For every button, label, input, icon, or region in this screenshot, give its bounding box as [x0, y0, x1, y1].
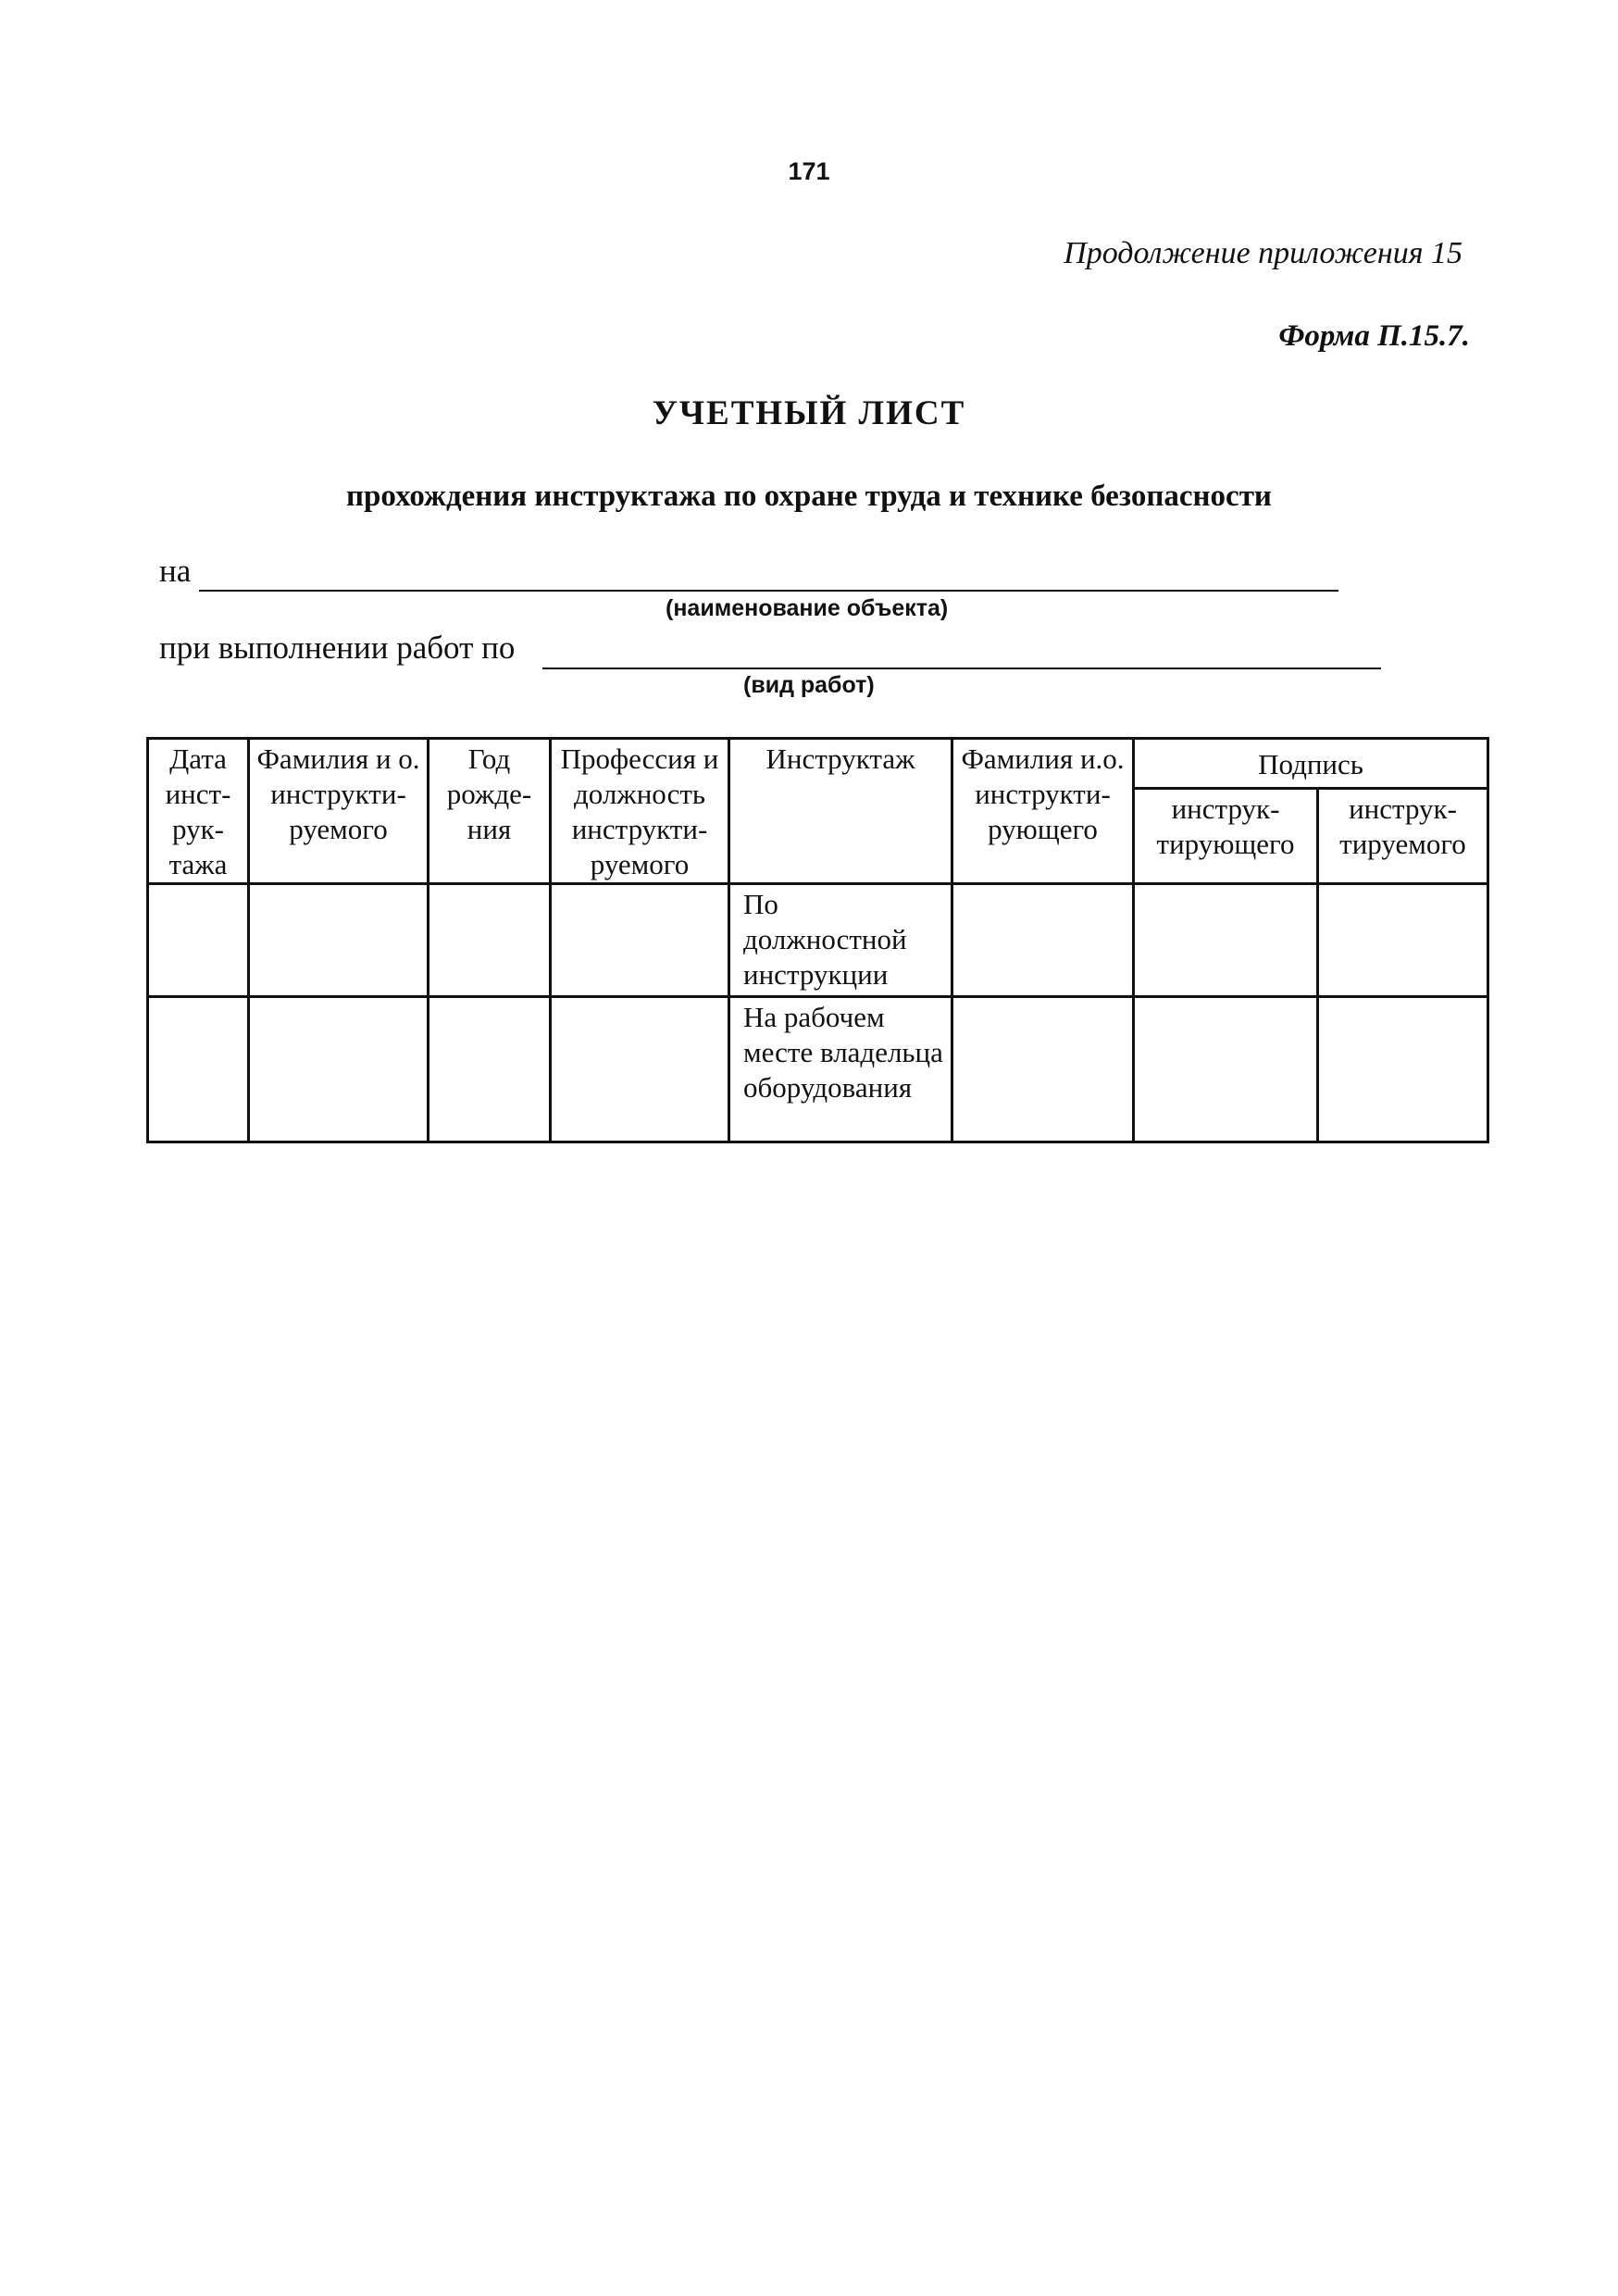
header-briefing: Инструктаж: [729, 739, 952, 884]
header-signature-instructor: инструк-тирующего: [1134, 789, 1318, 884]
instructor-name-cell[interactable]: [952, 884, 1134, 997]
table-row: [148, 997, 1488, 1142]
trainee-name-cell[interactable]: [249, 997, 429, 1142]
work-type-hint: (вид работ): [743, 672, 875, 698]
header-signature-trainee: инструк-тируемого: [1318, 789, 1488, 884]
profession-cell[interactable]: [551, 997, 729, 1142]
form-number: Форма П.15.7.: [1278, 319, 1470, 353]
appendix-continuation: Продолжение приложения 15: [1064, 236, 1462, 270]
header-profession: Профессия и должность инструкти-руемого: [551, 739, 729, 884]
header-birth-year: Год рожде-ния: [429, 739, 551, 884]
date-cell[interactable]: [148, 884, 249, 997]
briefing-record-table: [146, 737, 1489, 1143]
trainee-signature-cell[interactable]: [1318, 997, 1488, 1142]
document-title: УЧЕТНЫЙ ЛИСТ: [652, 394, 966, 432]
header-date: Дата инст-рук-тажа: [148, 739, 249, 884]
profession-cell[interactable]: [551, 884, 729, 997]
trainee-signature-cell[interactable]: [1318, 884, 1488, 997]
briefing-cell: По должностной инструкции: [729, 884, 952, 997]
work-type-field[interactable]: [542, 668, 1381, 669]
trainee-name-cell[interactable]: [249, 884, 429, 997]
header-instructor-name: Фамилия и.о. инструкти-рующего: [952, 739, 1134, 884]
instructor-signature-cell[interactable]: [1134, 997, 1318, 1142]
instructor-name-cell[interactable]: [952, 997, 1134, 1142]
date-cell[interactable]: [148, 997, 249, 1142]
document-subtitle: прохождения инструктажа по охране труда и технике безопасности: [346, 480, 1272, 513]
object-name-field[interactable]: [199, 590, 1338, 592]
object-name-hint: (наименование объекта): [666, 595, 949, 621]
works-line-label: при выполнении работ по: [159, 630, 516, 666]
header-signature: Подпись: [1134, 739, 1488, 789]
birth-year-cell[interactable]: [429, 884, 551, 997]
instructor-signature-cell[interactable]: [1134, 884, 1318, 997]
birth-year-cell[interactable]: [429, 997, 551, 1142]
briefing-cell: На рабочем месте владельца оборудования: [729, 997, 952, 1142]
object-line-label: на: [159, 553, 192, 589]
table-row: [148, 884, 1488, 997]
table-header-row: [148, 739, 1488, 789]
header-trainee-name: Фамилия и о. инструкти-руемого: [249, 739, 429, 884]
page-number: 171: [788, 157, 830, 185]
